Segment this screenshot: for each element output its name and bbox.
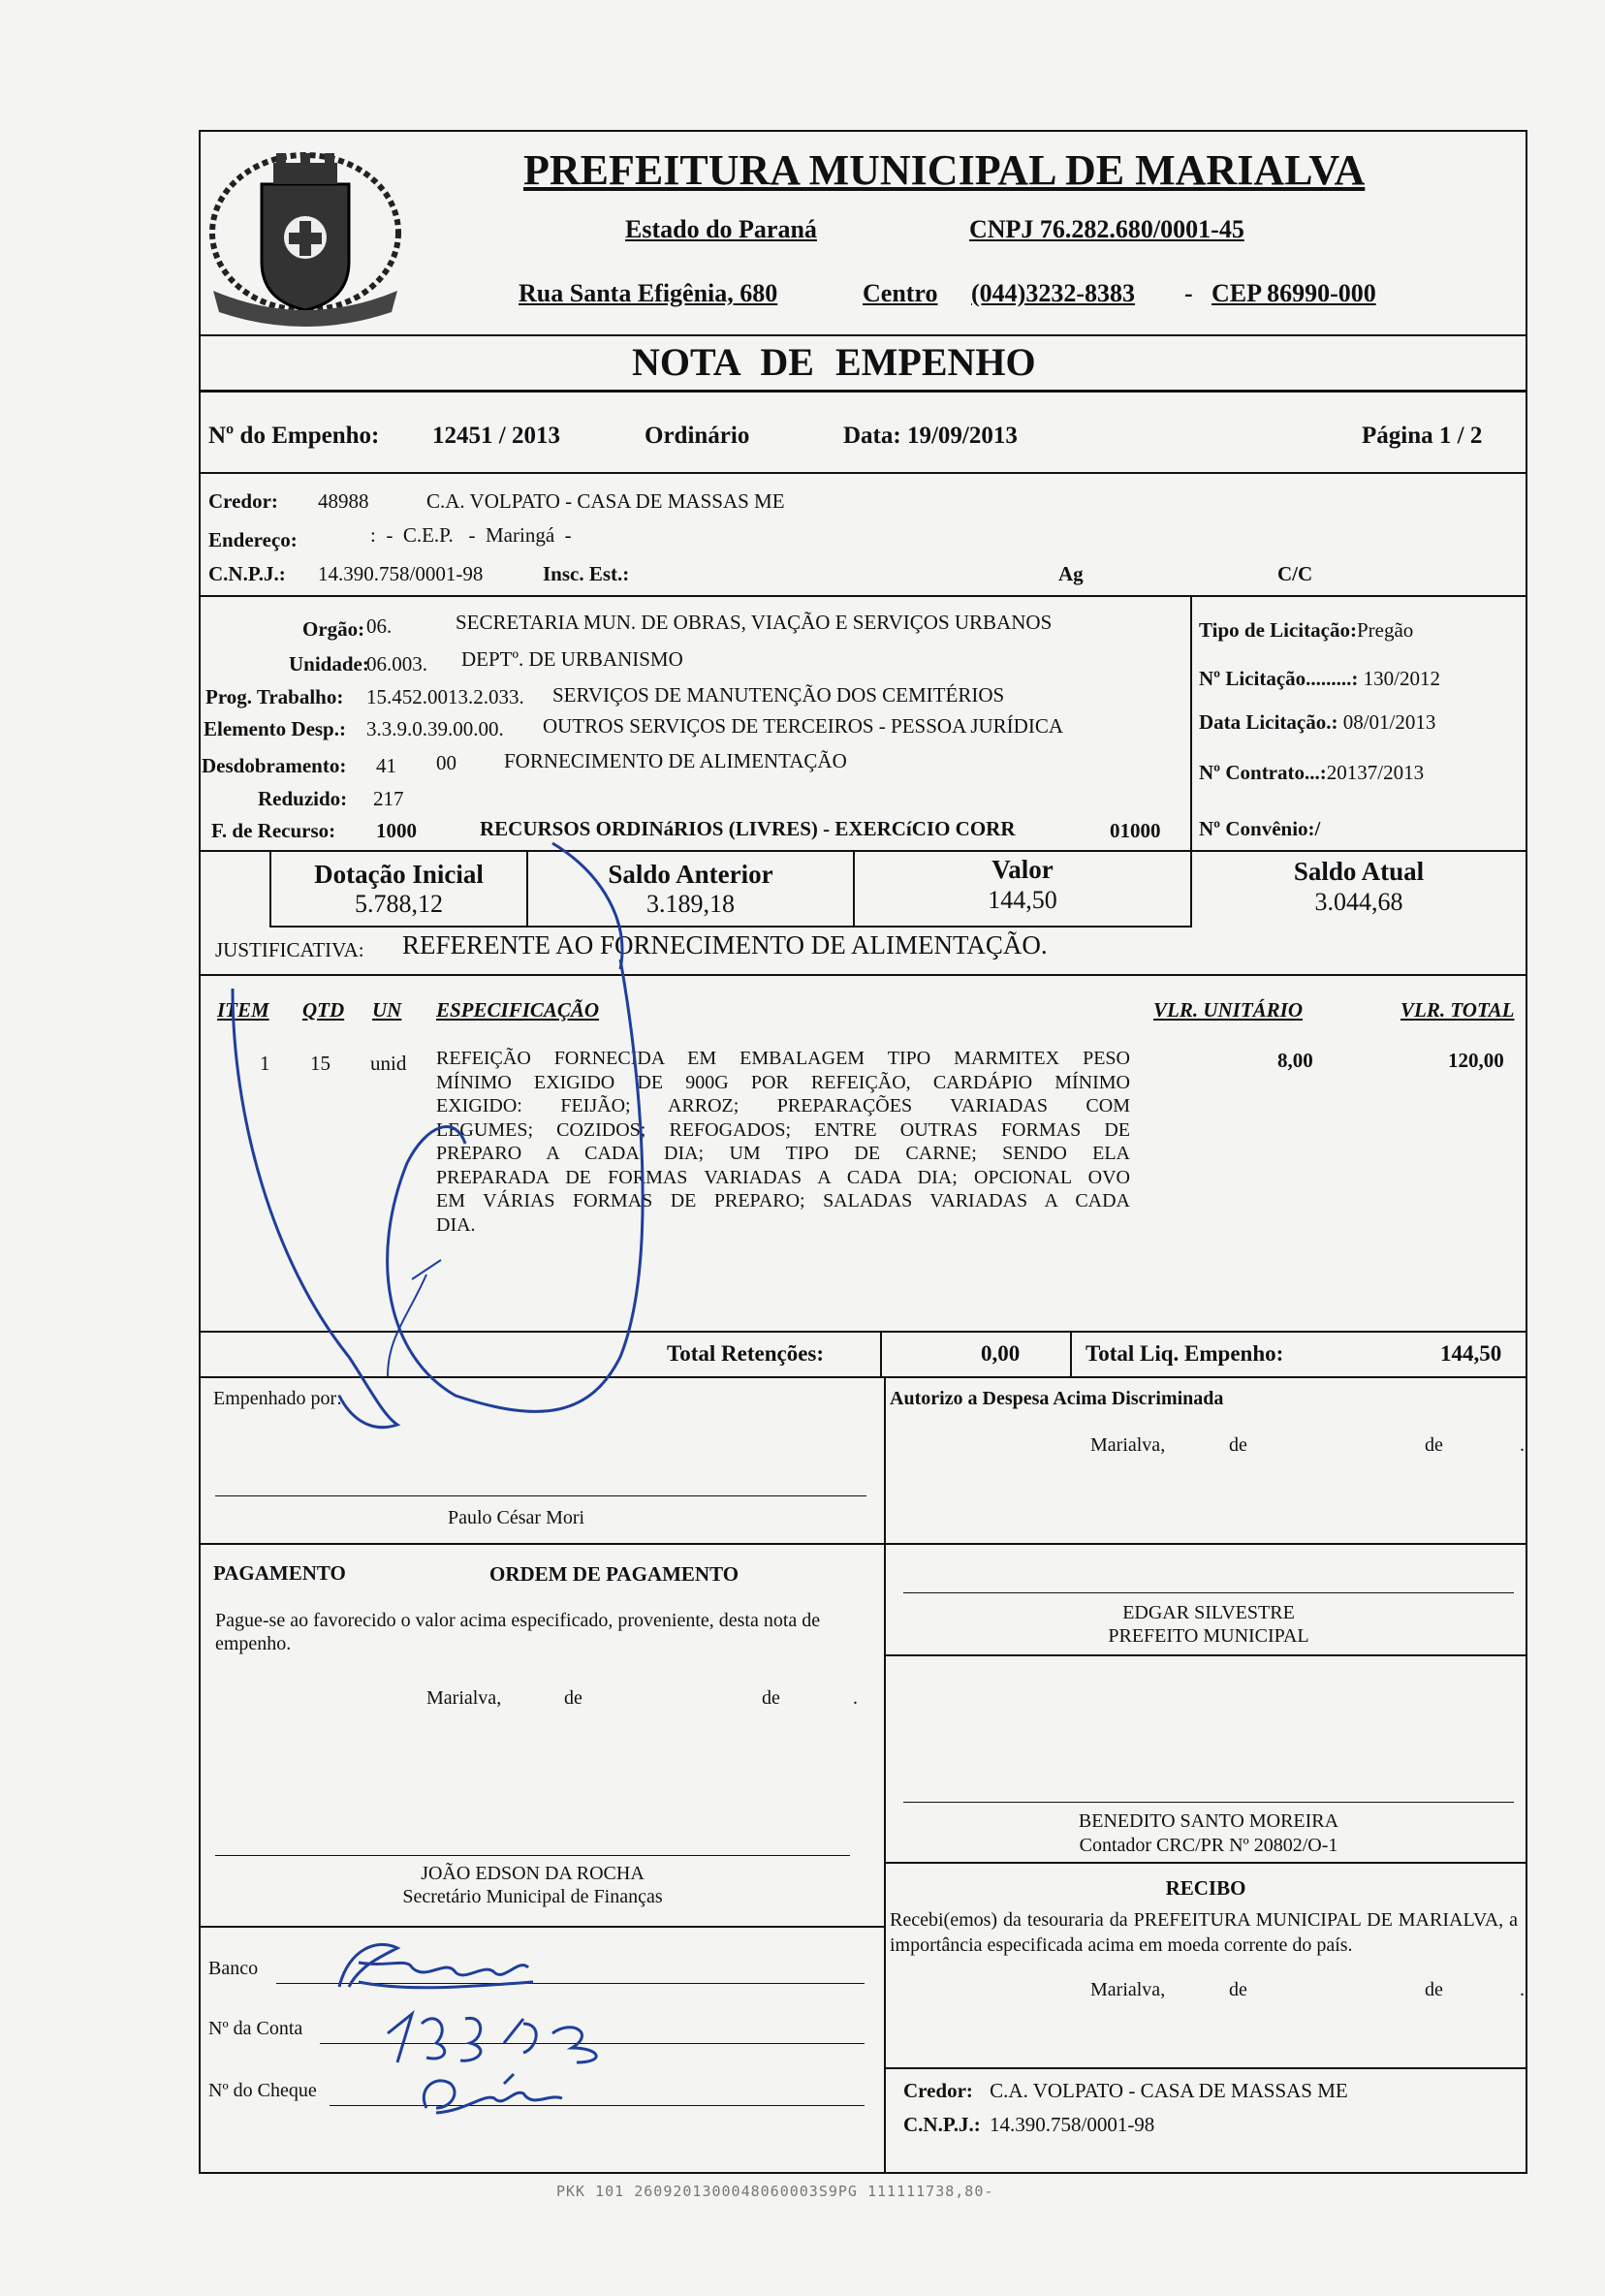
dotacao-label: Dotação Inicial <box>314 860 484 889</box>
footer-code: PKK 101 2609201300048060003S9PG 111111738,80- <box>556 2183 994 2200</box>
item-unit-value: 8,00 <box>1277 1049 1313 1072</box>
secretario-name: JOÃO EDSON DA ROCHA <box>421 1863 645 1884</box>
doc-title: NOTA DE EMPENHO <box>632 340 1036 384</box>
spec-line: LEGUMES; COZIDOS; REFOGADOS; ENTRE OUTRAS FORMAS DE <box>436 1118 1130 1141</box>
elemento-code: 3.3.9.0.39.00.00. <box>366 717 504 740</box>
autorizo-label: Autorizo a Despesa Acima Discriminada <box>890 1388 1224 1409</box>
spec-line: REFEIÇÃO FORNECIDA EM EMBALAGEM TIPO MARMITEX PESO <box>436 1048 1130 1069</box>
desdobramento-sub: 00 <box>436 751 456 774</box>
recibo-de2: de <box>1425 1979 1443 2000</box>
recibo-dot: . <box>1520 1979 1525 2000</box>
orgao-code: 06. <box>366 614 393 638</box>
empenhado-label: Empenhado por: <box>213 1388 342 1409</box>
licitacao-numero-value: 130/2012 <box>1363 667 1440 690</box>
item-spec <box>436 1047 1130 1237</box>
recibo-label: RECIBO <box>1165 1876 1246 1900</box>
empenho-number-label: Nº do Empenho: <box>208 423 380 449</box>
conta-label: Nº da Conta <box>208 2018 303 2039</box>
contador-role: Contador CRC/PR Nº 20802/O-1 <box>1079 1835 1338 1856</box>
recurso-code: 1000 <box>376 819 417 842</box>
saldo-atual-value: 3.044,68 <box>1314 888 1403 916</box>
licitacao-tipo-value: Pregão <box>1356 618 1414 642</box>
licitacao-tipo-label: Tipo de Licitação: <box>1199 618 1357 642</box>
unidade-label: Unidade: <box>289 652 369 676</box>
header-cnpj: CNPJ 76.282.680/0001-45 <box>969 215 1244 243</box>
elemento-name: OUTROS SERVIÇOS DE TERCEIROS - PESSOA JURÍDICA <box>543 714 1064 738</box>
recurso-label: F. de Recurso: <box>211 819 336 842</box>
pagamento-dot: . <box>853 1687 858 1709</box>
header-state: Estado do Paraná <box>625 215 817 243</box>
recibo-credor-label: Credor: <box>903 2079 973 2102</box>
desdobramento-code: 41 <box>376 754 396 777</box>
licitacao-data-value: 08/01/2013 <box>1342 710 1436 734</box>
ag-label: Ag <box>1058 562 1084 585</box>
credor-code: 48988 <box>318 489 369 513</box>
recurso-name: RECURSOS ORDINáRIOS (LIVRES) - EXERCíCIO CORR <box>480 817 1016 840</box>
spec-line: DIA. <box>436 1213 476 1236</box>
col-un: UN <box>372 998 402 1022</box>
spec-line: PREPARADA DE FORMAS VARIADAS A CADA DIA; OPCIONAL OVO <box>436 1166 1130 1188</box>
contrato-label: Nº Contrato...: <box>1199 761 1327 784</box>
cnpj-label: C.N.P.J.: <box>208 562 286 585</box>
header-cep: CEP 86990-000 <box>1212 279 1376 307</box>
header-phone: (044)3232-8383 <box>971 279 1135 307</box>
licitacao-data-label: Data Licitação.: <box>1199 710 1343 734</box>
autorizo-de2: de <box>1425 1434 1443 1456</box>
recibo-text: Recebi(emos) da tesouraria da PREFEITURA MUNICIPAL DE MARIALVA, a importância especificada acima em moeda corrente do país. <box>890 1909 1518 1956</box>
contrato-value: 20137/2013 <box>1326 761 1425 784</box>
autorizo-de1: de <box>1229 1434 1247 1456</box>
unidade-code: 06.003. <box>366 652 427 676</box>
retencoes-label: Total Retenções: <box>667 1341 825 1366</box>
recurso-num: 01000 <box>1110 819 1161 842</box>
justificativa-text: REFERENTE AO FORNECIMENTO DE ALIMENTAÇÃO. <box>402 930 1048 959</box>
pagamento-label: PAGAMENTO <box>213 1561 346 1585</box>
empenhado-signer: Paulo César Mori <box>448 1507 585 1528</box>
cheque-label: Nº do Cheque <box>208 2080 317 2101</box>
desdobramento-label: Desdobramento: <box>202 754 347 777</box>
prefeito-name: EDGAR SILVESTRE <box>1122 1602 1295 1623</box>
prog-name: SERVIÇOS DE MANUTENÇÃO DOS CEMITÉRIOS <box>552 683 1005 707</box>
item-number: 1 <box>260 1052 270 1075</box>
reduzido-label: Reduzido: <box>258 787 348 810</box>
address-label: Endereço: <box>208 528 298 551</box>
convenio-label: Nº Convênio:/ <box>1199 817 1321 840</box>
spec-line: MÍNIMO EXIGIDO DE 900G POR REFEIÇÃO, CARDÁPIO MÍNIMO <box>436 1071 1130 1093</box>
coat-of-arms-logo <box>204 136 407 339</box>
prog-label: Prog. Trabalho: <box>205 685 344 708</box>
contador-name: BENEDITO SANTO MOREIRA <box>1078 1810 1339 1832</box>
pagamento-text: Pague-se ao favorecido o valor acima especificado, proveniente, desta nota de empenho. <box>215 1610 821 1654</box>
recibo-credor-name: C.A. VOLPATO - CASA DE MASSAS ME <box>990 2079 1348 2102</box>
header-dash: - <box>1184 279 1193 307</box>
recibo-de1: de <box>1229 1979 1247 2000</box>
credor-label: Credor: <box>208 489 278 513</box>
justificativa-label: JUSTIFICATIVA: <box>215 938 364 961</box>
banco-label: Banco <box>208 1958 259 1979</box>
cnpj-value: 14.390.758/0001-98 <box>318 562 484 585</box>
empenho-date: Data: 19/09/2013 <box>843 423 1018 449</box>
col-qtd: QTD <box>302 998 345 1022</box>
liquido-label: Total Liq. Empenho: <box>1086 1341 1284 1366</box>
item-qtd: 15 <box>310 1052 330 1075</box>
col-unit: VLR. UNITÁRIO <box>1153 998 1304 1022</box>
valor-value: 144,50 <box>988 886 1057 914</box>
cc-label: C/C <box>1277 562 1313 585</box>
col-total: VLR. TOTAL <box>1400 998 1515 1022</box>
licitacao-numero-label: Nº Licitação.........: <box>1199 667 1364 690</box>
prog-code: 15.452.0013.2.033. <box>366 685 524 708</box>
spec-line: PREPARO A CADA DIA; UM TIPO DE CARNE; SENDO ELA <box>436 1143 1130 1164</box>
item-total-value: 120,00 <box>1448 1049 1504 1072</box>
prefeito-role: PREFEITO MUNICIPAL <box>1108 1625 1309 1647</box>
saldo-anterior-value: 3.189,18 <box>646 890 735 918</box>
pagamento-de2: de <box>762 1687 780 1709</box>
pagamento-de1: de <box>564 1687 582 1709</box>
orgao-name: SECRETARIA MUN. DE OBRAS, VIAÇÃO E SERVIÇOS URBANOS <box>456 611 1053 634</box>
address-value: : - C.E.P. - Maringá - <box>370 523 572 547</box>
recibo-city: Marialva, <box>1090 1979 1166 2000</box>
handwritten-banco-signature <box>320 1929 572 2006</box>
insc-label: Insc. Est.: <box>543 562 630 585</box>
handwritten-cheque-signature <box>407 2064 620 2123</box>
item-un: unid <box>370 1052 407 1075</box>
col-spec: ESPECIFICAÇÃO <box>436 998 600 1022</box>
empenho-type: Ordinário <box>645 423 750 449</box>
saldo-atual-label: Saldo Atual <box>1293 857 1425 886</box>
liquido-value: 144,50 <box>1440 1341 1502 1366</box>
elemento-label: Elemento Desp.: <box>204 717 346 740</box>
secretario-role: Secretário Municipal de Finanças <box>402 1886 663 1907</box>
recibo-cnpj-value: 14.390.758/0001-98 <box>989 2113 1155 2136</box>
header-street: Rua Santa Efigênia, 680 <box>519 279 778 307</box>
ordem-pagamento-label: ORDEM DE PAGAMENTO <box>489 1562 740 1586</box>
spec-line: EXIGIDO: FEIJÃO; ARROZ; PREPARAÇÕES VARIADAS COM <box>436 1095 1130 1117</box>
handwritten-conta-signature <box>378 2004 630 2072</box>
pagamento-city: Marialva, <box>426 1687 502 1709</box>
retencoes-value: 0,00 <box>981 1341 1021 1366</box>
credor-name: C.A. VOLPATO - CASA DE MASSAS ME <box>426 489 785 513</box>
dotacao-value: 5.788,12 <box>355 890 443 918</box>
empenho-number: 12451 / 2013 <box>432 423 560 449</box>
orgao-label: Orgão: <box>302 617 365 641</box>
unidade-name: DEPTº. DE URBANISMO <box>461 647 683 671</box>
desdobramento-name: FORNECIMENTO DE ALIMENTAÇÃO <box>504 749 847 772</box>
recibo-cnpj-label: C.N.P.J.: <box>903 2113 981 2136</box>
autorizo-dot: . <box>1520 1434 1525 1456</box>
header-title: PREFEITURA MUNICIPAL DE MARIALVA <box>523 146 1366 194</box>
autorizo-city: Marialva, <box>1090 1434 1166 1456</box>
saldo-anterior-label: Saldo Anterior <box>608 860 773 889</box>
empenho-page: Página 1 / 2 <box>1362 423 1483 449</box>
reduzido-value: 217 <box>373 787 404 810</box>
spec-line: EM VÁRIAS FORMAS DE PREPARO; SALADAS VARIADAS A CADA <box>436 1190 1130 1211</box>
col-item: ITEM <box>217 998 269 1022</box>
header-district: Centro <box>863 279 938 307</box>
valor-label: Valor <box>991 855 1054 884</box>
